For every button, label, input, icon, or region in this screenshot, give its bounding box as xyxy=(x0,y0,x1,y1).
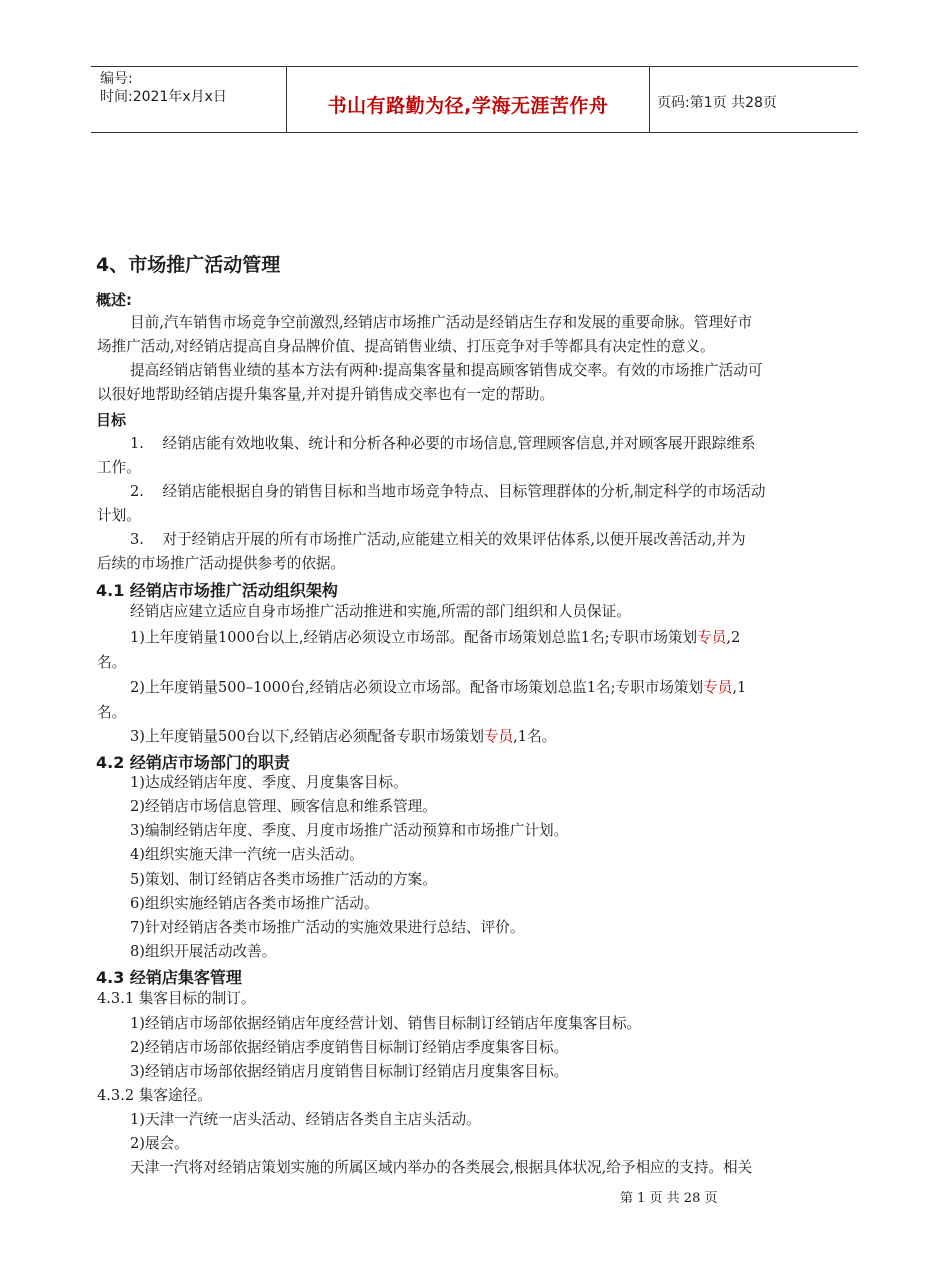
duty-item: 3)编制经销店年度、季度、月度市场推广活动预算和市场推广计划。 xyxy=(130,822,569,839)
s41-item-text: 2)上年度销量500–1000台,经销店必须设立市场部。配备市场策划总监1名;专职市场策划 xyxy=(130,679,704,696)
s41-item-text: 3)上年度销量500台以下,经销店必须配备专职市场策划 xyxy=(130,728,484,745)
list-item: 1)天津一汽统一店头活动、经销店各类自主店头活动。 xyxy=(130,1111,481,1128)
s41-item: 名。 xyxy=(97,704,127,721)
page-footer: 第 1 页 共 28 页 xyxy=(620,1191,718,1206)
goal-item: 2. 经销店能根据自身的销售目标和当地市场竞争特点、目标管理群体的分析,制定科学的市场活动 xyxy=(130,483,766,500)
goal-item: 后续的市场推广活动提供参考的依据。 xyxy=(97,555,346,572)
overview-heading: 概述: xyxy=(96,291,132,309)
header-motto-cell xyxy=(286,67,650,132)
s41-item xyxy=(130,678,746,698)
goal-item: 计划。 xyxy=(97,507,141,524)
duty-item: 7)针对经销店各类市场推广活动的实施效果进行总结、评价。 xyxy=(130,919,525,936)
s41-item-highlight: 专员 xyxy=(703,679,733,696)
header-motto: 书山有路勤为径,学海无涯苦作舟 xyxy=(327,95,609,117)
list-item: 3)经销店市场部依据经销店月度销售目标制订经销店月度集客目标。 xyxy=(130,1063,569,1080)
s41-intro: 经销店应建立适应自身市场推广活动推进和实施,所需的部门组织和人员保证。 xyxy=(130,603,631,620)
section-title: 4、市场推广活动管理 xyxy=(96,254,281,276)
section-4-2-heading: 4.2 经销店市场部门的职责 xyxy=(96,753,290,772)
list-item: 1)经销店市场部依据经销店年度经营计划、销售目标制订经销店年度集客目标。 xyxy=(130,1015,642,1032)
s41-item-text: ,1 xyxy=(732,679,747,696)
duty-item: 8)组织开展活动改善。 xyxy=(130,943,277,960)
overview-paragraph: 提高经销店销售业绩的基本方法有两种:提高集客量和提高顾客销售成交率。有效的市场推广活动可 xyxy=(130,362,763,379)
s41-item-text: ,2 xyxy=(726,629,741,646)
goal-item: 工作。 xyxy=(97,459,141,476)
header-time-label: 时间:2021年x月x日 xyxy=(100,89,227,105)
subsection-heading: 4.3.1 集客目标的制订。 xyxy=(97,990,256,1007)
list-item: 2)展会。 xyxy=(130,1135,189,1152)
duty-item: 2)经销店市场信息管理、顾客信息和维系管理。 xyxy=(130,798,437,815)
s41-item xyxy=(130,628,740,648)
header-page-info: 页码:第1页 共28页 xyxy=(657,95,777,111)
paragraph-line: 天津一汽将对经销店策划实施的所属区域内举办的各类展会,根据具体状况,给予相应的支持。相关 xyxy=(130,1159,753,1176)
header-number-label: 编号: xyxy=(100,71,133,87)
s41-item xyxy=(130,727,556,747)
section-4-3-heading: 4.3 经销店集客管理 xyxy=(96,968,242,987)
overview-paragraph: 目前,汽车销售市场竞争空前激烈,经销店市场推广活动是经销店生存和发展的重要命脉。管理好市 xyxy=(130,314,753,331)
goal-item: 3. 对于经销店开展的所有市场推广活动,应能建立相关的效果评估体系,以便开展改善活动,并为 xyxy=(130,531,746,548)
header-page-cell xyxy=(649,67,858,132)
goal-item: 1. 经销店能有效地收集、统计和分析各种必要的市场信息,管理顾客信息,并对顾客展开跟踪维系 xyxy=(130,435,756,452)
duty-item: 1)达成经销店年度、季度、月度集客目标。 xyxy=(130,774,408,791)
s41-item-text: 1)上年度销量1000台以上,经销店必须设立市场部。配备市场策划总监1名;专职市场策划 xyxy=(130,629,698,646)
page-header xyxy=(91,66,858,133)
s41-item-highlight: 专员 xyxy=(697,629,727,646)
subsection-heading: 4.3.2 集客途径。 xyxy=(97,1087,212,1104)
goals-heading: 目标 xyxy=(96,411,127,429)
duty-item: 6)组织实施经销店各类市场推广活动。 xyxy=(130,895,379,912)
duty-item: 4)组织实施天津一汽统一店头活动。 xyxy=(130,846,364,863)
duty-item: 5)策划、制订经销店各类市场推广活动的方案。 xyxy=(130,871,437,888)
list-item: 2)经销店市场部依据经销店季度销售目标制订经销店季度集客目标。 xyxy=(130,1039,569,1056)
s41-item-highlight: 专员 xyxy=(483,728,514,745)
section-4-1-heading: 4.1 经销店市场推广活动组织架构 xyxy=(96,581,338,600)
overview-paragraph: 场推广活动,对经销店提高自身品牌价值、提高销售业绩、打压竞争对手等都具有决定性的意义。 xyxy=(97,338,715,355)
overview-paragraph: 以很好地帮助经销店提升集客量,并对提升销售成交率也有一定的帮助。 xyxy=(97,386,555,403)
header-meta-cell xyxy=(91,67,286,132)
s41-item-text: ,1名。 xyxy=(513,728,557,745)
s41-item: 名。 xyxy=(97,654,127,671)
